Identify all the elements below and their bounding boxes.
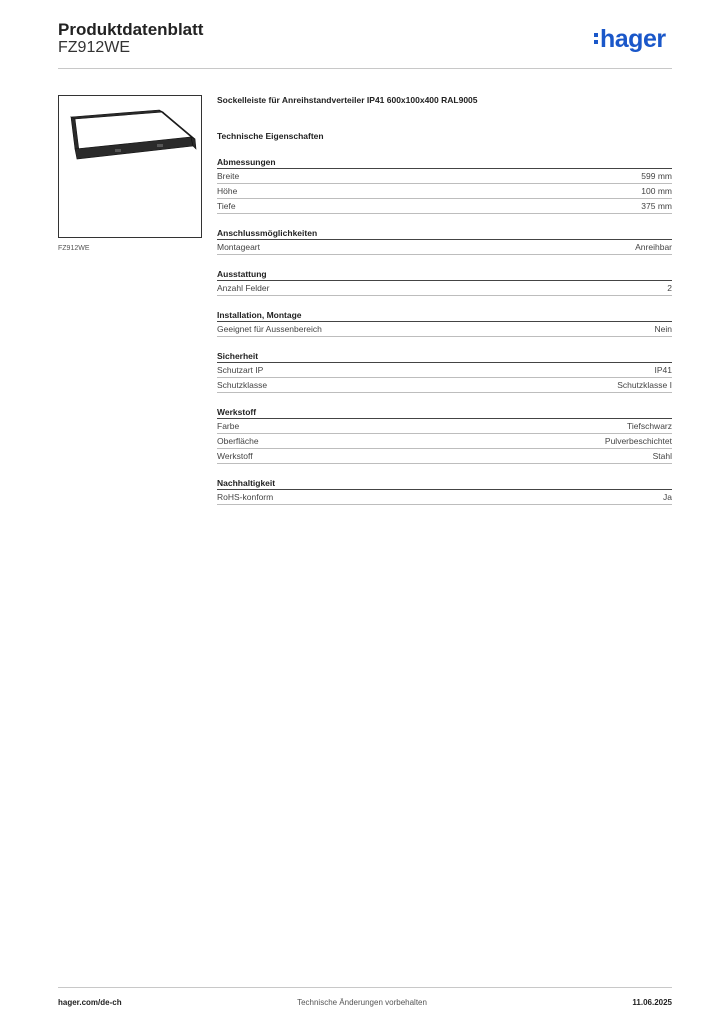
property-value: Pulverbeschichtet <box>604 436 672 446</box>
property-value: Anreihbar <box>635 242 672 252</box>
hager-logo <box>594 25 666 54</box>
property-section <box>217 350 672 393</box>
logo-text: hager <box>600 25 666 53</box>
section-title: Abmessungen <box>217 156 672 169</box>
property-row <box>217 449 672 464</box>
property-section <box>217 268 672 296</box>
property-label: RoHS-konform <box>217 492 274 502</box>
property-label: Oberfläche <box>217 436 259 446</box>
property-row <box>217 184 672 199</box>
image-caption: FZ912WE <box>58 245 90 252</box>
section-title: Sicherheit <box>217 350 672 363</box>
footer-disclaimer: Technische Änderungen vorbehalten <box>297 998 427 1007</box>
section-title: Werkstoff <box>217 406 672 419</box>
property-value: IP41 <box>654 365 672 375</box>
section-title: Nachhaltigkeit <box>217 477 672 490</box>
product-title: Sockelleiste für Anreihstandverteiler IP41 600x100x400 RAL9005 <box>217 95 478 105</box>
property-value: 2 <box>667 283 672 293</box>
property-label: Geeignet für Aussenbereich <box>217 324 322 334</box>
section-title: Ausstattung <box>217 268 672 281</box>
property-row <box>217 419 672 434</box>
product-code: FZ912WE <box>58 39 131 56</box>
property-row <box>217 240 672 255</box>
property-value: Stahl <box>652 451 672 461</box>
property-label: Montageart <box>217 242 260 252</box>
property-value: Tiefschwarz <box>626 421 672 431</box>
property-sections <box>217 156 672 505</box>
property-value: 375 mm <box>641 201 672 211</box>
property-label: Werkstoff <box>217 451 253 461</box>
property-value: Nein <box>654 324 672 334</box>
property-row <box>217 378 672 393</box>
property-row <box>217 199 672 214</box>
property-row <box>217 434 672 449</box>
property-row <box>217 363 672 378</box>
property-label: Schutzklasse <box>217 380 268 390</box>
product-image <box>58 95 202 238</box>
property-row <box>217 490 672 505</box>
property-label: Schutzart IP <box>217 365 264 375</box>
footer-date: 11.06.2025 <box>632 998 672 1007</box>
property-section <box>217 227 672 255</box>
property-section <box>217 477 672 505</box>
property-section <box>217 156 672 214</box>
header-divider <box>58 68 672 69</box>
property-value: 599 mm <box>641 171 672 181</box>
footer-website[interactable]: hager.com/de-ch <box>58 998 122 1007</box>
property-label: Höhe <box>217 186 238 196</box>
property-row <box>217 281 672 296</box>
logo-dots-icon <box>594 30 599 47</box>
property-row <box>217 169 672 184</box>
property-value: Schutzklasse I <box>617 380 672 390</box>
property-label: Breite <box>217 171 240 181</box>
footer-divider <box>58 987 672 988</box>
property-value: 100 mm <box>641 186 672 196</box>
product-details <box>217 94 672 518</box>
page-title: Produktdatenblatt <box>58 20 204 39</box>
section-title: Anschlussmöglichkeiten <box>217 227 672 240</box>
property-label: Anzahl Felder <box>217 283 270 293</box>
property-section <box>217 309 672 337</box>
tech-heading: Technische Eigenschaften <box>217 131 324 141</box>
property-label: Farbe <box>217 421 240 431</box>
plinth-frame-icon <box>59 96 201 237</box>
property-section <box>217 406 672 464</box>
property-value: Ja <box>663 492 672 502</box>
section-title: Installation, Montage <box>217 309 672 322</box>
property-row <box>217 322 672 337</box>
property-label: Tiefe <box>217 201 236 211</box>
